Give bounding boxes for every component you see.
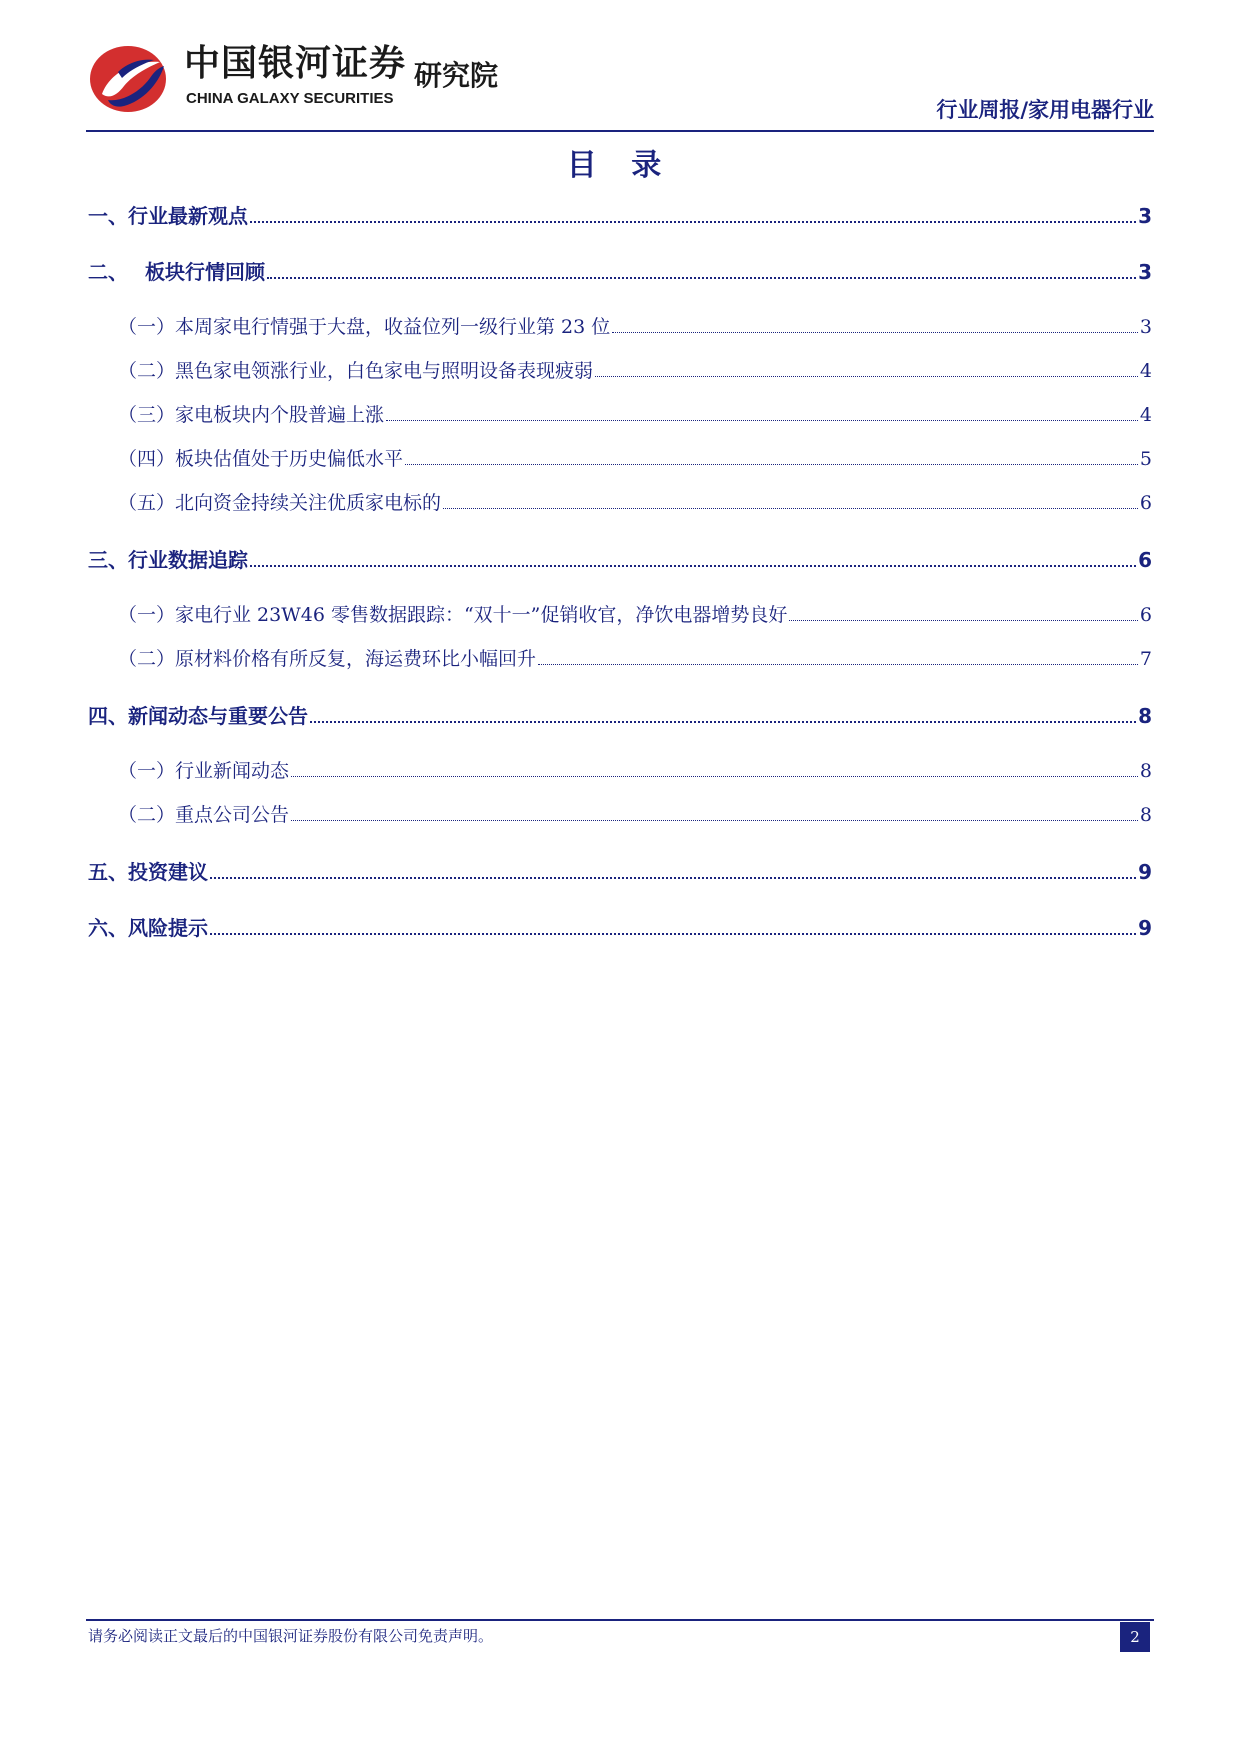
toc-entry[interactable] xyxy=(88,200,1152,229)
toc-entry-page: 3 xyxy=(1138,260,1152,284)
toc-subentry[interactable] xyxy=(118,400,1152,427)
toc-entry-page: 3 xyxy=(1139,316,1152,338)
toc-leader xyxy=(291,776,1138,777)
toc-subentry[interactable] xyxy=(118,800,1152,827)
toc-entry[interactable] xyxy=(88,856,1152,885)
toc-subentry[interactable] xyxy=(118,600,1152,627)
toc-entry-page: 5 xyxy=(1139,448,1152,470)
toc-leader xyxy=(210,877,1136,879)
toc-entry-label: （三）家电板块内个股普遍上涨 xyxy=(118,404,385,426)
toc-entry-page: 3 xyxy=(1138,204,1152,228)
institute-label: 研究院 xyxy=(414,59,499,92)
toc-subentry[interactable] xyxy=(118,444,1152,471)
toc-entry-page: 7 xyxy=(1139,648,1152,670)
toc-leader xyxy=(789,620,1138,621)
toc-entry-page: 6 xyxy=(1139,604,1152,626)
toc-leader xyxy=(595,376,1138,377)
toc-subentry[interactable] xyxy=(118,312,1152,339)
toc-leader xyxy=(210,933,1136,935)
toc-leader xyxy=(443,508,1138,509)
toc-subentry[interactable] xyxy=(118,756,1152,783)
toc-entry-label: （一）行业新闻动态 xyxy=(118,760,290,782)
toc-entry-label: 二、 板块行情回顾 xyxy=(88,260,265,284)
galaxy-logo-icon xyxy=(88,42,170,114)
toc-entry-label: （二）重点公司公告 xyxy=(118,804,290,826)
toc-leader xyxy=(612,332,1138,333)
brand-name-en: CHINA GALAXY SECURITIES xyxy=(186,90,394,107)
toc-entry-page: 8 xyxy=(1138,704,1152,728)
toc-entry-label: 五、投资建议 xyxy=(88,860,208,884)
toc-entry-label: 一、行业最新观点 xyxy=(88,204,248,228)
toc-leader xyxy=(250,221,1136,223)
toc-subentry[interactable] xyxy=(118,488,1152,515)
toc-subentry[interactable] xyxy=(118,644,1152,671)
toc-entry-label: 三、行业数据追踪 xyxy=(88,548,248,572)
toc-entry-label: 四、新闻动态与重要公告 xyxy=(88,704,308,728)
toc-leader xyxy=(386,420,1138,421)
toc-leader xyxy=(291,820,1138,821)
toc-entry-page: 4 xyxy=(1139,360,1152,382)
toc-title: 目 录 xyxy=(566,148,674,183)
toc-entry[interactable] xyxy=(88,544,1152,573)
toc-entry-page: 9 xyxy=(1138,860,1152,884)
toc-entry-page: 6 xyxy=(1138,548,1152,572)
toc-entry-page: 6 xyxy=(1139,492,1152,514)
report-type: 行业周报/家用电器行业 xyxy=(936,98,1154,122)
toc-entry-label: 六、风险提示 xyxy=(88,916,208,940)
toc-entry[interactable] xyxy=(88,256,1152,285)
toc-subentry[interactable] xyxy=(118,356,1152,383)
page-number: 2 xyxy=(1120,1622,1150,1652)
toc-entry-label: （二）黑色家电领涨行业，白色家电与照明设备表现疲弱 xyxy=(118,360,594,382)
toc-leader xyxy=(538,664,1138,665)
toc-entry-label: （一）本周家电行情强于大盘，收益位列一级行业第 23 位 xyxy=(118,316,611,338)
toc-entry-page: 4 xyxy=(1139,404,1152,426)
toc-leader xyxy=(250,565,1136,567)
toc-entry-page: 8 xyxy=(1139,804,1152,826)
toc-entry-label: （二）原材料价格有所反复，海运费环比小幅回升 xyxy=(118,648,537,670)
disclaimer-text: 请务必阅读正文最后的中国银河证券股份有限公司免责声明。 xyxy=(88,1627,494,1645)
toc-leader xyxy=(405,464,1138,465)
toc-leader xyxy=(310,721,1136,723)
toc-entry-page: 9 xyxy=(1138,916,1152,940)
toc-entry-page: 8 xyxy=(1139,760,1152,782)
toc-entry-label: （四）板块估值处于历史偏低水平 xyxy=(118,448,404,470)
brand-name-cn: 中国银河证券 xyxy=(184,43,407,84)
toc-entry[interactable] xyxy=(88,912,1152,941)
toc-entry-label: （一）家电行业 23W46 零售数据跟踪：“双十一”促销收官，净饮电器增势良好 xyxy=(118,604,788,626)
header-divider xyxy=(86,130,1154,132)
toc-entry-label: （五）北向资金持续关注优质家电标的 xyxy=(118,492,442,514)
toc-entry[interactable] xyxy=(88,700,1152,729)
footer-divider xyxy=(86,1619,1154,1621)
toc-leader xyxy=(267,277,1136,279)
